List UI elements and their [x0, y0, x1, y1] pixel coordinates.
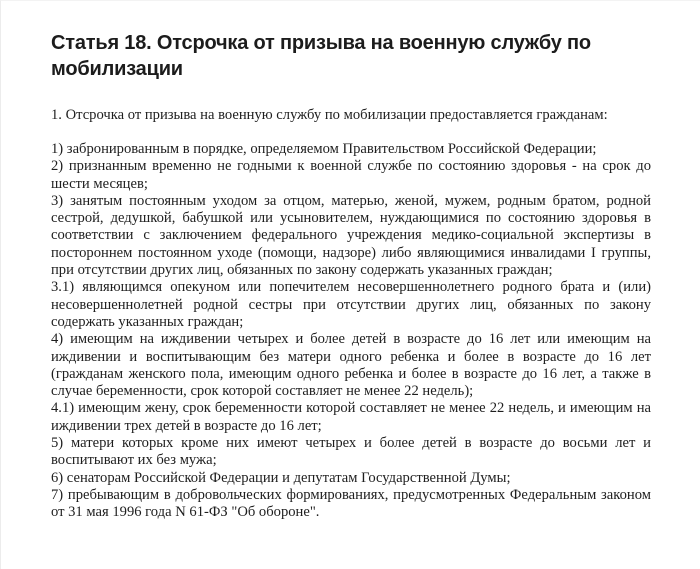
article-title: Статья 18. Отсрочка от призыва на военную службу по мобилизации: [51, 32, 591, 80]
list-item-4: 4) имеющим на иждивении четырех и более детей в возрасте до 16 лет или имеющим на иждивении и воспитывающим без матери одного ребенка и более в возрасте до 16 лет (гражданам женского пола, имеющим одного ребенка и более в возрасте до 16 лет, а также в случае беременности, срок которой составляет не менее 22 недель);: [51, 331, 651, 400]
list-item-5: 5) матери которых кроме них имеют четырех и более детей в возрасте до восьми лет и воспитывают их без мужа;: [51, 435, 651, 469]
list-item-3-1: 3.1) являющимся опекуном или попечителем несовершеннолетнего родного брата и (или) несовершеннолетней родной сестры при отсутствии других лиц, обязанных по закону содержать указанных граждан;: [51, 279, 651, 330]
list-item-1: 1) забронированным в порядке, определяемом Правительством Российской Федерации;: [51, 141, 597, 157]
article-intro-paragraph: 1. Отсрочка от призыва на военную службу по мобилизации предоставляется гражданам:: [51, 107, 608, 123]
list-item-4-1: 4.1) имеющим жену, срок беременности которой составляет не менее 22 недель, и имеющим на иждивении трех детей в возрасте до 16 лет;: [51, 400, 651, 434]
list-item-7: 7) пребывающим в добровольческих формированиях, предусмотренных Федеральным законом от 31 мая 1996 года N 61-ФЗ "Об обороне".: [51, 486, 651, 521]
article-items-list: [51, 141, 651, 522]
list-item-6: 6) сенаторам Российской Федерации и депутатам Государственной Думы;: [51, 469, 511, 486]
list-item-2: 2) признанным временно не годными к военной службе по состоянию здоровья - на срок до шести месяцев;: [51, 158, 651, 192]
list-item-3: 3) занятым постоянным уходом за отцом, матерью, женой, мужем, родным братом, родной сестрой, дедушкой, бабушкой или усыновителем, нуждающимися по состоянию здоровья в соответствии с заключением федерального учреждения медико-социальной экспертизы в постороннем постоянном уходе (помощи, надзоре) либо являющимися инвалидами I группы, при отсутствии других лиц, обязанных по закону содержать указанных граждан;: [51, 192, 651, 279]
